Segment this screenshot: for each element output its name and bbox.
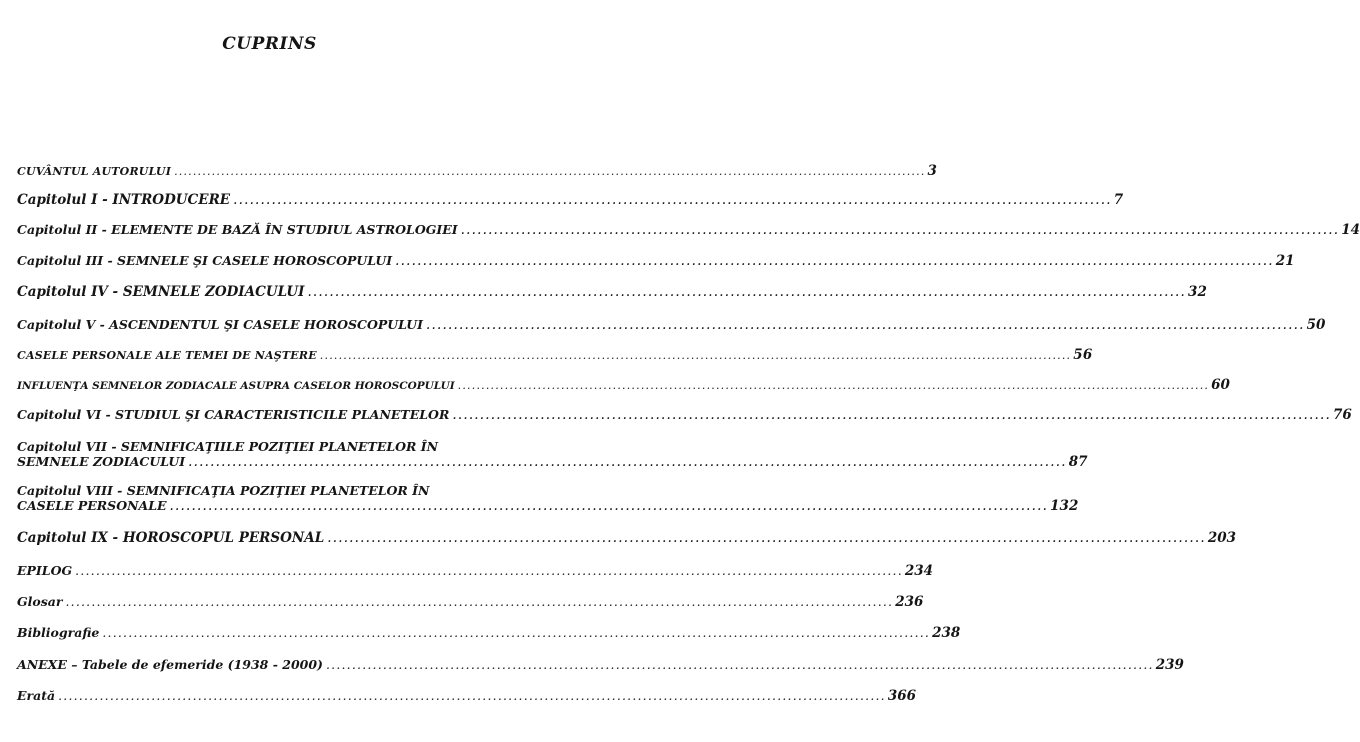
toc-page-number: 76 xyxy=(1332,407,1352,423)
toc-entry xyxy=(17,377,1230,394)
toc-entry-label: ANEXE – Tabele de efemeride (1938 - 2000) xyxy=(17,657,323,672)
toc-page-number: 203 xyxy=(1207,530,1237,546)
dot-leader: ................................................................................................................................................................ xyxy=(319,349,1072,362)
dot-leader: ................................................................................................................................................................ xyxy=(327,530,1206,546)
toc-entry xyxy=(17,530,1237,546)
toc-entry xyxy=(17,439,1088,470)
toc-entry-label: Capitolul VI - STUDIUL ŞI CARACTERISTICILE PLANETELOR xyxy=(17,407,450,422)
toc-page-number: 236 xyxy=(895,594,924,610)
dot-leader: ................................................................................................................................................................ xyxy=(188,454,1067,470)
toc-entry xyxy=(17,192,1124,208)
dot-leader: ................................................................................................................................................................ xyxy=(452,407,1331,423)
toc-entry xyxy=(17,317,1326,333)
toc-page-number: 234 xyxy=(904,563,934,579)
toc-entry xyxy=(17,594,924,610)
toc-entry xyxy=(17,657,1184,673)
toc-entry-label: CUVÂNTUL AUTORULUI xyxy=(17,165,172,178)
toc-page-number: 56 xyxy=(1073,347,1093,363)
toc-entry xyxy=(17,483,1079,514)
toc-entry xyxy=(17,222,1360,238)
toc-entry-label: Capitolul IV - SEMNELE ZODIACULUI xyxy=(17,284,305,300)
toc-entry-label: INFLUENŢA SEMNELOR ZODIACALE ASUPRA CASELOR HOROSCOPULUI xyxy=(17,380,455,392)
toc-entry-label: Glosar xyxy=(17,594,63,609)
toc-entry xyxy=(17,253,1295,269)
toc-entry-label: EPILOG xyxy=(17,563,73,578)
dot-leader: ................................................................................................................................................................ xyxy=(460,222,1340,238)
dot-leader: ................................................................................................................................................................ xyxy=(233,192,1112,208)
toc-entry xyxy=(17,563,934,579)
dot-leader: ................................................................................................................................................................ xyxy=(325,657,1154,672)
toc-entry-label: CASELE PERSONALE ALE TEMEI DE NAŞTERE xyxy=(17,349,317,362)
toc-page-number: 7 xyxy=(1113,192,1124,208)
dot-leader: ................................................................................................................................................................ xyxy=(65,594,894,609)
toc-entry xyxy=(17,163,938,179)
toc-page-number: 366 xyxy=(887,688,917,704)
dot-leader: ................................................................................................................................................................ xyxy=(307,284,1187,300)
dot-leader: ................................................................................................................................................................ xyxy=(58,688,886,703)
toc-page-number: 87 xyxy=(1068,454,1088,470)
toc-entry-label: Capitolul I - INTRODUCERE xyxy=(17,192,231,208)
toc-entry xyxy=(17,625,961,641)
toc-entry-label: Erată xyxy=(17,688,56,703)
page-title: CUPRINS xyxy=(222,34,317,54)
dot-leader: ................................................................................................................................................................ xyxy=(102,625,931,640)
toc-entry-label-line2: CASELE PERSONALE xyxy=(17,498,167,513)
toc-entry-label: Capitolul V - ASCENDENTUL ŞI CASELE HOROSCOPULUI xyxy=(17,317,424,332)
toc-page-number: 50 xyxy=(1306,317,1326,333)
toc-entry xyxy=(17,407,1352,423)
toc-page-number: 132 xyxy=(1050,498,1079,514)
dot-leader: ................................................................................................................................................................ xyxy=(395,253,1274,269)
toc-page-number: 32 xyxy=(1188,284,1207,300)
toc-entry-label: Capitolul IX - HOROSCOPUL PERSONAL xyxy=(17,530,325,546)
dot-leader: ................................................................................................................................................................ xyxy=(169,498,1049,514)
dot-leader: ................................................................................................................................................................ xyxy=(426,317,1305,333)
toc-page-number: 21 xyxy=(1275,253,1295,269)
toc-entry xyxy=(17,347,1093,363)
toc-page-number: 238 xyxy=(932,625,961,641)
toc-page-number: 239 xyxy=(1155,657,1184,673)
toc-entry-label-line1: Capitolul VIII - SEMNIFICAŢIA POZIŢIEI PLANETELOR ÎN xyxy=(17,483,430,498)
toc-entry-label-line1: Capitolul VII - SEMNIFICAŢIILE POZIŢIEI PLANETELOR ÎN xyxy=(17,439,439,454)
toc-page-number: 3 xyxy=(927,163,938,179)
toc-entry-label-line2: SEMNELE ZODIACULUI xyxy=(17,454,186,469)
toc-entry-label: Capitolul III - SEMNELE ŞI CASELE HOROSCOPULUI xyxy=(17,253,393,268)
toc-page-number: 14 xyxy=(1341,222,1360,238)
toc-entry-label: Capitolul II - ELEMENTE DE BAZĂ ÎN STUDIUL ASTROLOGIEI xyxy=(17,222,458,237)
toc-entry-label: Bibliografie xyxy=(17,625,100,640)
toc-entry xyxy=(17,284,1207,300)
dot-leader: ................................................................................................................................................................ xyxy=(457,379,1210,392)
toc-page-number: 60 xyxy=(1211,377,1230,393)
dot-leader: ................................................................................................................................................................ xyxy=(75,563,903,578)
toc-entry xyxy=(17,688,917,704)
dot-leader: ................................................................................................................................................................ xyxy=(174,165,926,178)
